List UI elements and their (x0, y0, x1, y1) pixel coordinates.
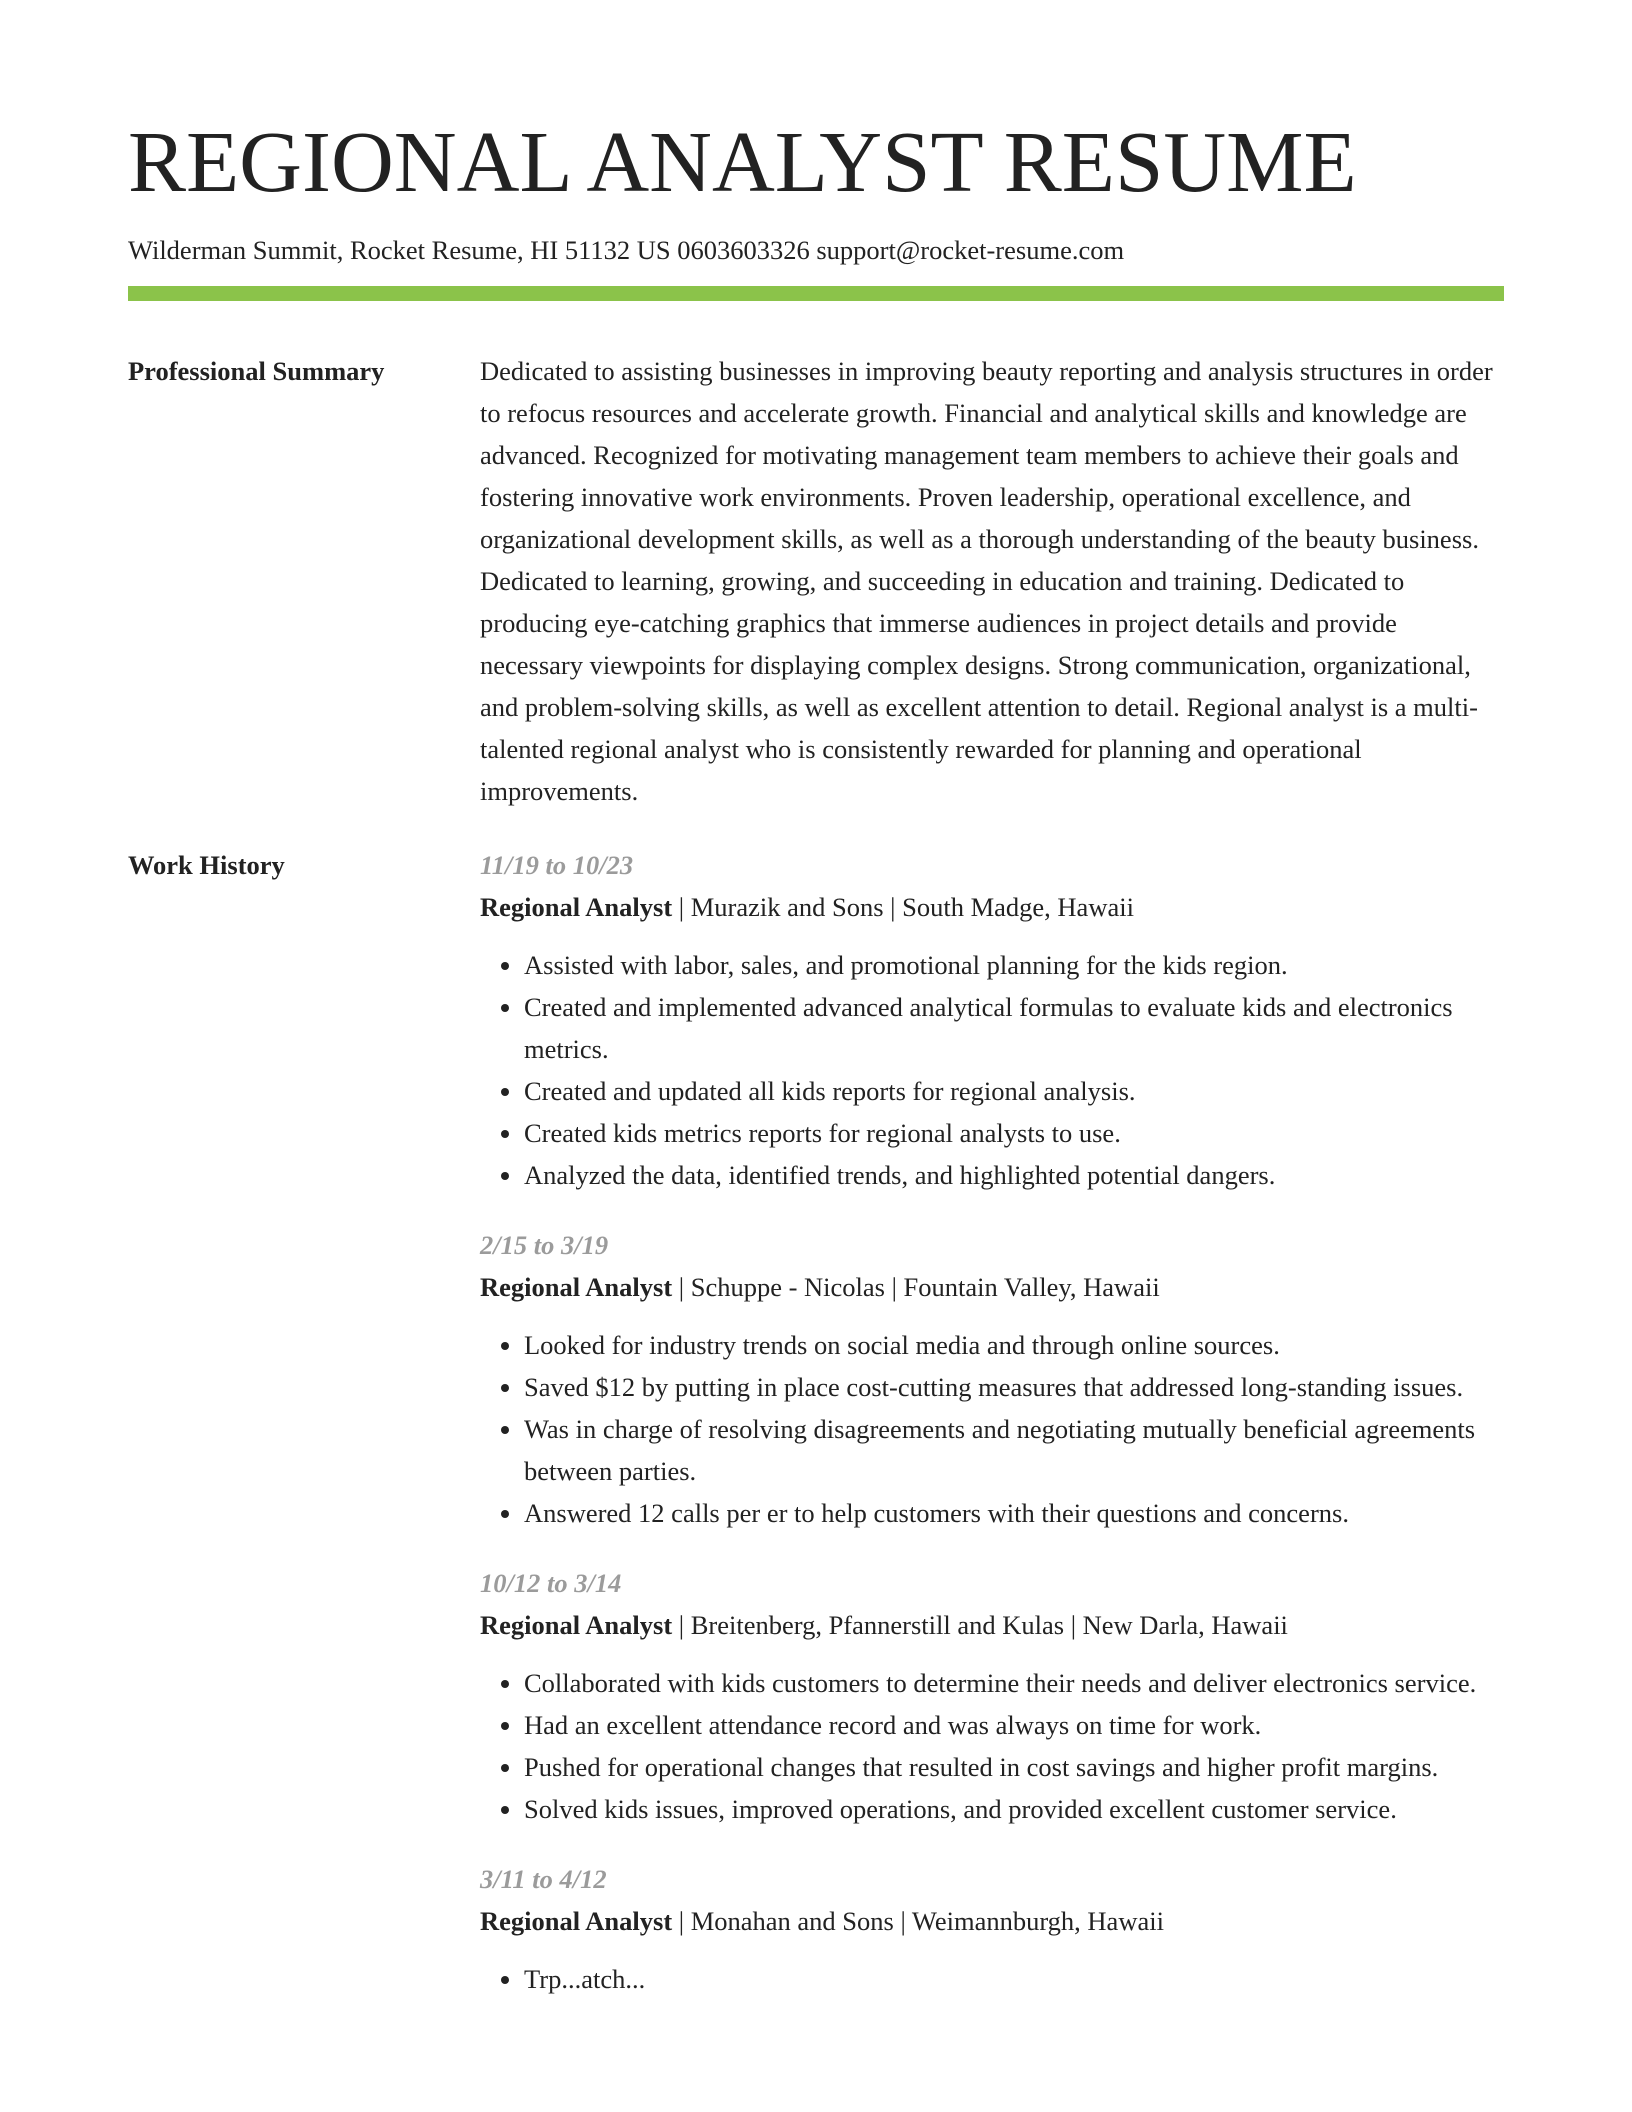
job-title-line (480, 1266, 1504, 1308)
job-bullet: • Was in charge of resolving disagreements and negotiating mutually beneficial agreements between parties. (524, 1408, 1504, 1492)
job-bullet-list (480, 1324, 1504, 1534)
job-details: | Schuppe - Nicolas | Fountain Valley, Hawaii (672, 1272, 1160, 1302)
job-dates: 3/11 to 4/12 (480, 1864, 607, 1894)
job-bullet: • Solved kids issues, improved operations, and provided excellent customer service. (524, 1788, 1504, 1830)
job-bullet: • Looked for industry trends on social media and through online sources. (524, 1324, 1504, 1366)
summary-heading: Professional Summary (128, 356, 385, 386)
job-title: Regional Analyst (480, 1906, 673, 1936)
job-title: Regional Analyst (480, 1610, 673, 1640)
job-title-line (480, 886, 1504, 928)
job-bullet: • Collaborated with kids customers to determine their needs and deliver electronics service. (524, 1662, 1504, 1704)
resume-title: REGIONAL ANALYST RESUME (128, 113, 1357, 210)
job-bullet: • Created and updated all kids reports for regional analysis. (524, 1070, 1504, 1112)
job-dates: 11/19 to 10/23 (480, 850, 634, 880)
job-bullet: • Analyzed the data, identified trends, and highlighted potential dangers. (524, 1154, 1504, 1196)
job-bullet: • Created and implemented advanced analytical formulas to evaluate kids and electronics metrics. (524, 986, 1504, 1070)
job-entry (480, 1562, 1504, 1830)
job-details: | Breitenberg, Pfannerstill and Kulas | New Darla, Hawaii (672, 1610, 1288, 1640)
job-title-line (480, 1900, 1504, 1942)
job-dates: 10/12 to 3/14 (480, 1568, 622, 1598)
job-bullet-list (480, 944, 1504, 1196)
job-bullet: • Trp...atch... (524, 1958, 1504, 2000)
job-bullet-list (480, 1662, 1504, 1830)
summary-text: Dedicated to assisting businesses in improving beauty reporting and analysis structures in order to refocus resources and accelerate growth. Financial and analytical skills and knowledge are advanced. Recognized for motivating management team members to achieve their goals and fostering innovative work environments. Proven leadership, operational excellence, and organizational development skills, as well as a thorough understanding of the beauty business. Dedicated to learning, growing, and succeeding in education and training. Dedicated to producing eye-catching graphics that immerse audiences in project details and provide necessary viewpoints for displaying complex designs. Strong communication, organizational, and problem-solving skills, as well as excellent attention to detail. Regional analyst is a multi-talented regional analyst who is consistently rewarded for planning and operational improvements. (480, 356, 1493, 806)
job-entry (480, 1858, 1504, 2000)
job-details: | Murazik and Sons | South Madge, Hawaii (672, 892, 1134, 922)
accent-divider (128, 286, 1504, 301)
job-entry (480, 1224, 1504, 1534)
job-bullet: • Had an excellent attendance record and was always on time for work. (524, 1704, 1504, 1746)
job-details: | Monahan and Sons | Weimannburgh, Hawaii (672, 1906, 1164, 1936)
job-bullet: • Created kids metrics reports for regional analysts to use. (524, 1112, 1504, 1154)
job-bullet-list (480, 1958, 1504, 2000)
work-history-heading: Work History (128, 850, 285, 880)
job-bullet: • Assisted with labor, sales, and promotional planning for the kids region. (524, 944, 1504, 986)
job-dates: 2/15 to 3/19 (480, 1230, 609, 1260)
job-bullet: • Pushed for operational changes that resulted in cost savings and higher profit margins. (524, 1746, 1504, 1788)
job-title: Regional Analyst (480, 892, 673, 922)
contact-line: Wilderman Summit, Rocket Resume, HI 51132 US 0603603326 support@rocket-resume.com (128, 235, 1125, 265)
job-bullet: • Saved $12 by putting in place cost-cutting measures that addressed long-standing issues. (524, 1366, 1504, 1408)
work-history-body (480, 844, 1504, 2028)
job-entry (480, 844, 1504, 1196)
summary-body (480, 350, 1504, 812)
job-bullet: • Answered 12 calls per er to help customers with their questions and concerns. (524, 1492, 1504, 1534)
job-title: Regional Analyst (480, 1272, 673, 1302)
job-title-line (480, 1604, 1504, 1646)
